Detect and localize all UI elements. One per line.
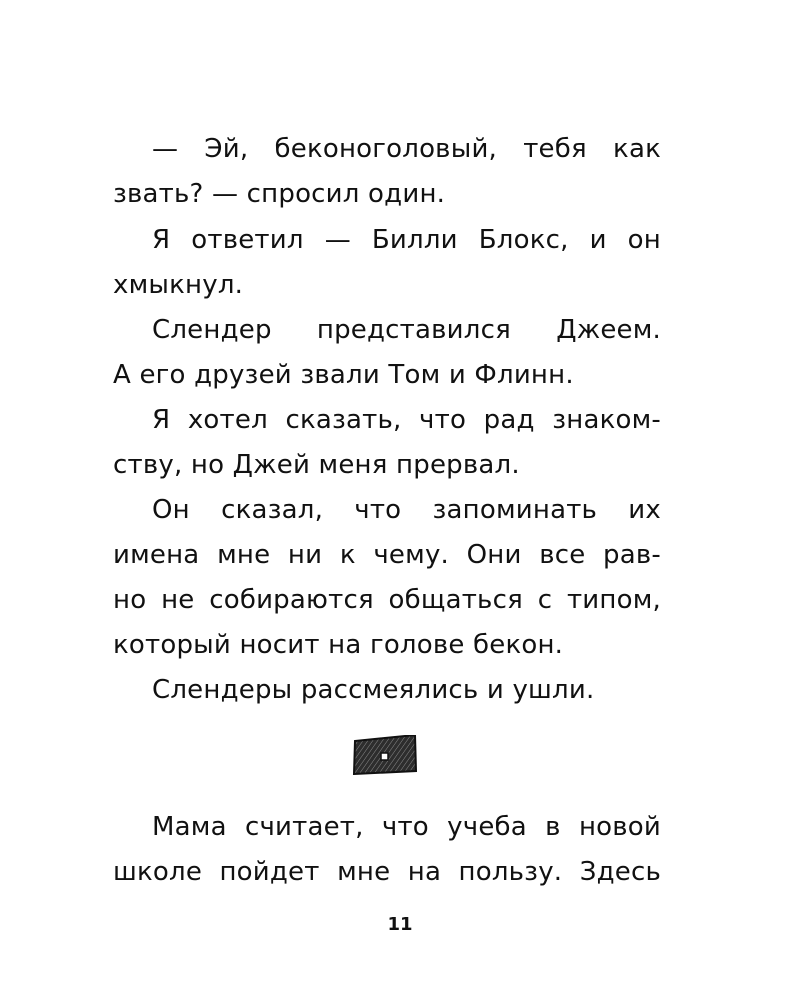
text-line: Я ответил — Билли Блокс, и он <box>152 225 661 255</box>
text-line: но не собираются общаться с типом, <box>113 585 661 615</box>
text-line: который носит на голове бекон. <box>113 630 564 660</box>
text-line: имена мне ни к чему. Они все рав- <box>113 540 661 570</box>
text-line: школе пойдет мне на пользу. Здесь <box>113 857 661 887</box>
text-line: ству, но Джей меня прервал. <box>113 450 520 480</box>
text-line: А его друзей звали Том и Флинн. <box>113 360 574 390</box>
text-line: хмыкнул. <box>113 270 244 300</box>
page-number: 11 <box>387 914 413 935</box>
square-block-icon <box>352 735 418 775</box>
text-line: звать? — спросил один. <box>113 179 446 209</box>
text-line: Слендер представился Джеем. <box>152 315 661 345</box>
text-line: — Эй, беконоголовый, тебя как <box>152 134 661 164</box>
text-line: Мама считает, что учеба в новой <box>152 812 661 842</box>
text-line: Он сказал, что запоминать их <box>152 495 661 525</box>
text-line: Слендеры рассмеялись и ушли. <box>152 675 595 705</box>
text-line: Я хотел сказать, что рад знаком- <box>152 405 661 435</box>
